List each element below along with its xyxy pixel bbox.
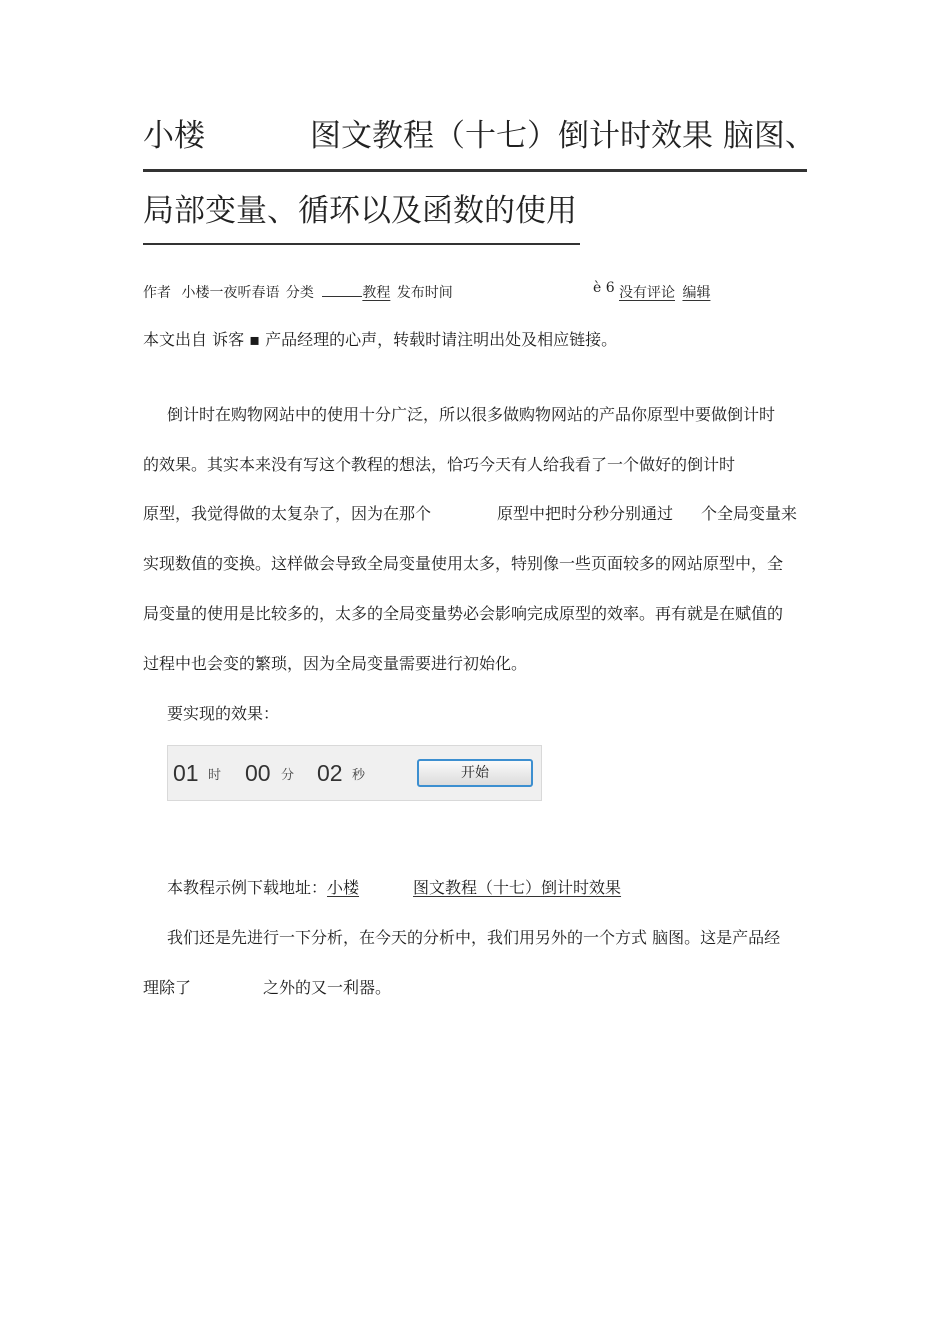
paragraph1-line4: 实现数值的变换。这样做会导致全局变量使用太多，特别像一些页面较多的网站原型中，全 bbox=[143, 554, 784, 573]
download-link-part1: 小楼 bbox=[327, 878, 360, 897]
title-rule-1 bbox=[143, 169, 807, 172]
countdown-minutes-unit: 分 bbox=[281, 768, 295, 783]
comment-glyph: è 6 bbox=[593, 280, 615, 296]
start-button[interactable]: 开始 bbox=[417, 759, 533, 787]
countdown-hours-unit: 时 bbox=[208, 768, 222, 783]
author-label: 作者 bbox=[143, 285, 171, 301]
download-link-part2: 图文教程（十七）倒计时效果 bbox=[413, 878, 622, 897]
paragraph1-line3a: 原型，我觉得做的太复杂了，因为在那个 bbox=[143, 504, 432, 523]
effect-label: 要实现的效果： bbox=[167, 704, 280, 723]
download-line bbox=[167, 875, 621, 898]
category-label: 分类 bbox=[285, 285, 314, 301]
paragraph2-line2a: 理除了 bbox=[143, 978, 192, 997]
published-label: 发布时间 bbox=[396, 285, 453, 301]
download-label: 本教程示例下载地址： bbox=[167, 878, 328, 897]
title-rule-2 bbox=[143, 243, 580, 245]
countdown-minutes: 00 bbox=[245, 760, 271, 786]
page-title-line1-part2: 图文教程（十七）倒计时效果 脑图、 bbox=[310, 118, 816, 154]
paragraph2-line1: 我们还是先进行一下分析，在今天的分析中，我们用另外的一个方式 脑图。这是产品经 bbox=[167, 928, 781, 947]
page-title-line2: 局部变量、循环以及函数的使用 bbox=[143, 193, 577, 229]
edit-link[interactable]: 编辑 bbox=[682, 285, 711, 301]
author-name: 小楼一夜听春语 bbox=[181, 285, 280, 301]
post-meta bbox=[143, 282, 453, 302]
paragraph2-line2b: 之外的又一利器。 bbox=[263, 978, 392, 997]
paragraph1-line5: 局变量的使用是比较多的，太多的全局变量势必会影响完成原型的效率。再有就是在赋值的 bbox=[143, 604, 784, 623]
category-link[interactable]: 教程 bbox=[362, 285, 391, 301]
countdown-hours: 01 bbox=[173, 760, 199, 786]
countdown-seconds: 02 bbox=[317, 760, 343, 786]
countdown-seconds-unit: 秒 bbox=[352, 768, 366, 783]
paragraph1-line3b: 原型中把时分秒分别通过 bbox=[497, 504, 674, 523]
paragraph1-line2: 的效果。其实本来没有写这个教程的想法，恰巧今天有人给我看了一个做好的倒计时 bbox=[143, 455, 736, 474]
source-note: 本文出自 诉客 ▪ 产品经理的心声，转载时请注明出处及相应链接。 bbox=[143, 330, 618, 349]
comments-link[interactable]: 没有评论 bbox=[619, 285, 675, 301]
paragraph1-line6: 过程中也会变的繁琐，因为全局变量需要进行初始化。 bbox=[143, 654, 528, 673]
paragraph1-line1: 倒计时在购物网站中的使用十分广泛，所以很多做购物网站的产品你原型中要做倒计时 bbox=[167, 405, 776, 424]
category-blank bbox=[322, 296, 362, 297]
countdown-widget bbox=[167, 745, 542, 801]
download-link[interactable] bbox=[327, 878, 621, 897]
meta-actions bbox=[619, 282, 710, 302]
paragraph1-line3c: 个全局变量来 bbox=[701, 504, 798, 523]
page-title-line1-part1: 小楼 bbox=[143, 118, 205, 154]
